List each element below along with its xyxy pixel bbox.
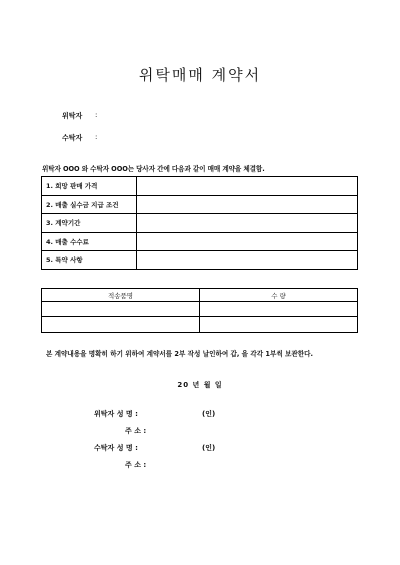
consignor-label: 위탁자 xyxy=(62,112,83,120)
column-header-item-name: 적송품명 xyxy=(42,289,200,302)
term-label: 5. 특약 사항 xyxy=(42,251,137,270)
table-row xyxy=(42,251,358,270)
consignee-label: 수탁자 xyxy=(62,134,83,142)
consignor-seal: (인) xyxy=(202,410,216,418)
term-value-cell[interactable] xyxy=(137,232,358,251)
term-value-cell[interactable] xyxy=(137,251,358,270)
consignor-colon: : xyxy=(95,111,98,119)
consignee-address-label: 주 소 : xyxy=(125,461,147,469)
term-label: 3. 계약기간 xyxy=(42,214,137,233)
table-row xyxy=(42,177,358,196)
table-row xyxy=(42,232,358,251)
table-row xyxy=(42,214,358,233)
table-row xyxy=(42,317,358,332)
consignee-colon: : xyxy=(95,133,98,141)
quantity-cell[interactable] xyxy=(200,302,358,317)
items-table xyxy=(41,288,358,333)
term-value-cell[interactable] xyxy=(137,177,358,196)
date-line: 20 년 월 일 xyxy=(177,381,223,389)
term-label: 2. 매출 실수금 지급 조건 xyxy=(42,195,137,214)
term-label: 4. 매출 수수료 xyxy=(42,232,137,251)
column-header-quantity: 수 량 xyxy=(200,289,358,302)
item-name-cell[interactable] xyxy=(42,302,200,317)
terms-table xyxy=(41,176,358,270)
document-title: 위탁매매 계약서 xyxy=(138,66,262,84)
term-value-cell[interactable] xyxy=(137,214,358,233)
consignee-seal: (인) xyxy=(202,444,216,452)
intro-text: 위탁자 OOO 와 수탁자 OOO는 당사자 간에 다음과 같이 매매 계약을 체결함. xyxy=(42,165,265,173)
table-row xyxy=(42,195,358,214)
consignor-address-label: 주 소 : xyxy=(125,427,147,435)
table-row xyxy=(42,302,358,317)
term-value-cell[interactable] xyxy=(137,195,358,214)
consignor-name-label: 위탁자 성 명 : xyxy=(94,410,138,418)
quantity-cell[interactable] xyxy=(200,317,358,332)
table-header-row xyxy=(42,289,358,302)
consignee-name-label: 수탁자 성 명 : xyxy=(94,444,138,452)
closing-text: 본 계약내용을 명확히 하기 위하여 계약서를 2부 작성 날인하여 갑, 을 각각 1부씩 보관한다. xyxy=(46,350,313,358)
term-label: 1. 희망 판매 가격 xyxy=(42,177,137,196)
item-name-cell[interactable] xyxy=(42,317,200,332)
